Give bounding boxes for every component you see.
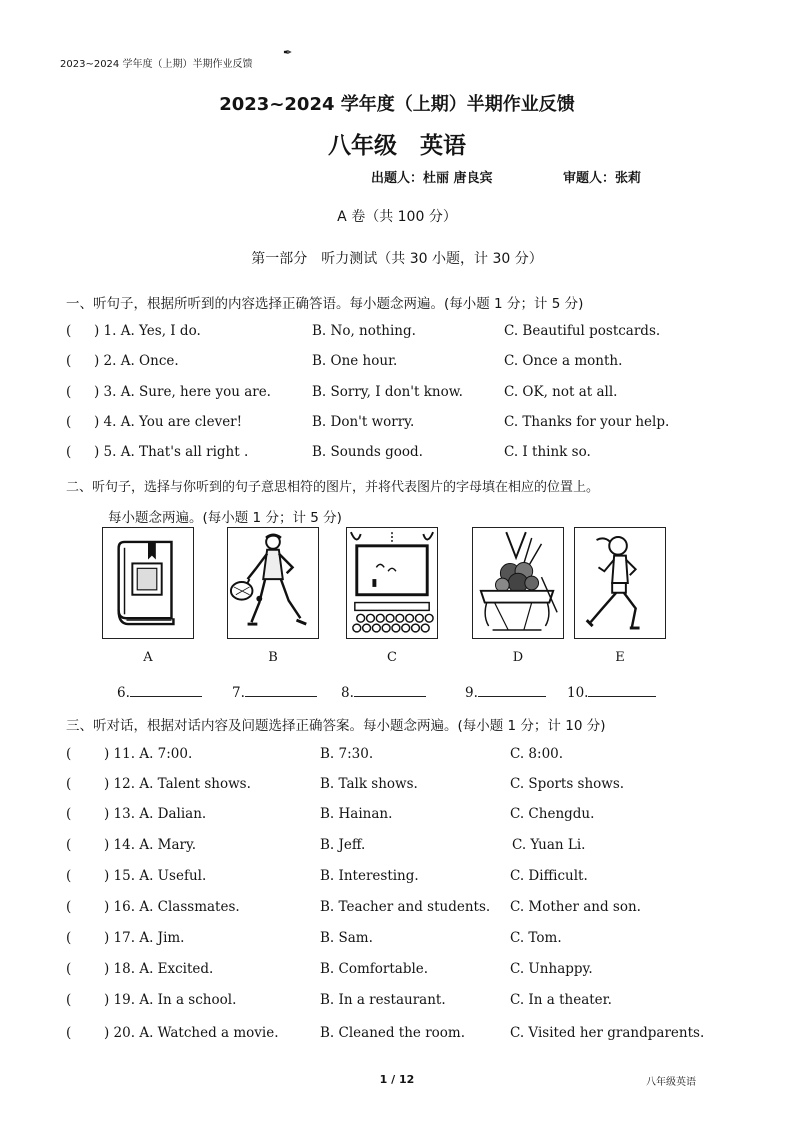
question-option-a: ) 12. A. Talent shows.	[104, 776, 251, 792]
question-option-b: B. Hainan.	[320, 806, 393, 822]
question-row	[0, 776, 794, 798]
question-option-c: C. Mother and son.	[510, 899, 641, 915]
question-option-c: C. Unhappy.	[510, 961, 593, 977]
question-option-c: C. Visited her grandparents.	[510, 1025, 705, 1041]
question-option-b: B. One hour.	[312, 353, 398, 369]
question-option-b: B. Sam.	[320, 930, 373, 946]
flowers-table-icon	[473, 528, 563, 638]
page-subtitle: 八年级 英语	[328, 133, 466, 159]
answer-line[interactable]	[130, 683, 202, 697]
question-row	[0, 868, 794, 890]
answer-line[interactable]	[588, 683, 656, 697]
question-option-b: B. Don't worry.	[312, 414, 415, 430]
question-option-c: C. Once a month.	[504, 353, 623, 369]
pen-mark-icon: ✒	[283, 46, 293, 59]
section3-heading: 三、听对话，根据对话内容及问题选择正确答案。每小题念两遍。(每小题 1 分；计 10 分)	[66, 718, 606, 734]
picture-d	[472, 527, 564, 639]
picture-label: D	[512, 650, 524, 665]
question-option-b: B. Cleaned the room.	[320, 1025, 466, 1041]
question-option-b: B. Jeff.	[320, 837, 366, 853]
question-row	[0, 992, 794, 1014]
answer-line[interactable]	[245, 683, 317, 697]
blank-number: 9.	[465, 685, 478, 701]
question-row	[0, 899, 794, 921]
question-option-a: ) 18. A. Excited.	[104, 961, 214, 977]
answer-blank	[232, 683, 317, 701]
question-option-a: ) 11. A. 7:00.	[104, 746, 193, 762]
answer-bracket[interactable]: (	[66, 384, 72, 400]
question-row	[0, 323, 794, 345]
answer-bracket[interactable]: (	[66, 930, 72, 946]
answer-line[interactable]	[354, 683, 426, 697]
reviewer-line: 审题人：张莉	[563, 171, 642, 186]
blank-number: 8.	[341, 685, 354, 701]
question-option-b: B. Interesting.	[320, 868, 419, 884]
answer-blank	[117, 683, 202, 701]
section2-note: 每小题念两遍。(每小题 1 分；计 5 分)	[108, 510, 342, 526]
question-option-a: ) 1. A. Yes, I do.	[94, 323, 201, 339]
question-option-a: ) 5. A. That's all right .	[94, 444, 249, 460]
question-option-b: B. Sorry, I don't know.	[312, 384, 463, 400]
picture-b	[227, 527, 319, 639]
answer-bracket[interactable]: (	[66, 961, 72, 977]
running-girl-icon	[575, 528, 665, 638]
question-option-b: B. Sounds good.	[312, 444, 423, 460]
answer-bracket[interactable]: (	[66, 1025, 72, 1041]
answer-bracket[interactable]: (	[66, 868, 72, 884]
answer-blank	[567, 683, 656, 701]
picture-label: B	[268, 650, 278, 665]
volume-heading: A 卷（共 100 分）	[337, 209, 457, 225]
question-option-a: ) 17. A. Jim.	[104, 930, 185, 946]
question-row	[0, 746, 794, 768]
question-row	[0, 961, 794, 983]
question-option-b: B. Teacher and students.	[320, 899, 491, 915]
page-title: 2023~2024 学年度（上期）半期作业反馈	[219, 94, 575, 115]
answer-bracket[interactable]: (	[66, 323, 72, 339]
question-option-a: ) 3. A. Sure, here you are.	[94, 384, 271, 400]
question-option-c: C. I think so.	[504, 444, 591, 460]
question-row	[0, 414, 794, 436]
question-option-a: ) 19. A. In a school.	[104, 992, 237, 1008]
answer-bracket[interactable]: (	[66, 806, 72, 822]
picture-label: A	[143, 650, 153, 665]
question-row	[0, 353, 794, 375]
question-option-b: B. In a restaurant.	[320, 992, 446, 1008]
blank-number: 10.	[567, 685, 589, 701]
question-row	[0, 806, 794, 828]
page-number: 1 / 12	[379, 1073, 415, 1086]
answer-bracket[interactable]: (	[66, 746, 72, 762]
question-option-c: C. 8:00.	[510, 746, 564, 762]
question-option-c: C. Yuan Li.	[512, 837, 586, 853]
blank-number: 6.	[117, 685, 130, 701]
answer-bracket[interactable]: (	[66, 899, 72, 915]
question-option-c: C. Sports shows.	[510, 776, 625, 792]
question-option-a: ) 13. A. Dalian.	[104, 806, 207, 822]
question-option-b: B. No, nothing.	[312, 323, 416, 339]
answer-bracket[interactable]: (	[66, 414, 72, 430]
question-option-c: C. In a theater.	[510, 992, 612, 1008]
question-option-a: ) 4. A. You are clever!	[94, 414, 243, 430]
question-option-c: C. Difficult.	[510, 868, 588, 884]
blank-number: 7.	[232, 685, 245, 701]
question-option-c: C. Chengdu.	[510, 806, 595, 822]
question-option-c: C. Beautiful postcards.	[504, 323, 661, 339]
question-option-a: ) 14. A. Mary.	[104, 837, 197, 853]
question-option-a: ) 2. A. Once.	[94, 353, 179, 369]
question-row	[0, 1025, 794, 1047]
question-option-a: ) 16. A. Classmates.	[104, 899, 240, 915]
question-option-c: C. OK, not at all.	[504, 384, 618, 400]
authors-line: 出题人：杜丽 唐良宾	[371, 171, 493, 186]
answer-bracket[interactable]: (	[66, 444, 72, 460]
answer-bracket[interactable]: (	[66, 353, 72, 369]
picture-e	[574, 527, 666, 639]
question-row	[0, 444, 794, 466]
picture-a	[102, 527, 194, 639]
question-option-b: B. Comfortable.	[320, 961, 429, 977]
section1-heading: 一、听句子，根据所听到的内容选择正确答语。每小题念两遍。(每小题 1 分；计 5 分)	[66, 296, 584, 312]
section2-heading: 二、听句子，选择与你听到的句子意思相符的图片，并将代表图片的字母填在相应的位置上。	[66, 480, 600, 495]
cinema-screen-icon	[347, 528, 437, 638]
question-option-a: ) 20. A. Watched a movie.	[104, 1025, 279, 1041]
picture-label: C	[387, 650, 397, 665]
answer-bracket[interactable]: (	[66, 992, 72, 1008]
answer-bracket[interactable]: (	[66, 837, 72, 853]
tennis-player-icon	[228, 528, 318, 638]
book-icon	[103, 528, 193, 638]
picture-c	[346, 527, 438, 639]
question-option-c: C. Tom.	[510, 930, 562, 946]
picture-label: E	[615, 650, 625, 665]
question-row	[0, 837, 794, 859]
running-header: 2023~2024 学年度（上期）半期作业反馈	[60, 59, 253, 70]
footer-label: 八年级英语	[646, 1077, 696, 1088]
part-heading: 第一部分 听力测试（共 30 小题，计 30 分）	[251, 251, 543, 267]
question-option-b: B. 7:30.	[320, 746, 374, 762]
answer-blank	[465, 683, 546, 701]
answer-blank	[341, 683, 426, 701]
answer-line[interactable]	[478, 683, 546, 697]
question-option-b: B. Talk shows.	[320, 776, 418, 792]
answer-bracket[interactable]: (	[66, 776, 72, 792]
question-row	[0, 384, 794, 406]
question-option-c: C. Thanks for your help.	[504, 414, 670, 430]
question-option-a: ) 15. A. Useful.	[104, 868, 207, 884]
question-row	[0, 930, 794, 952]
